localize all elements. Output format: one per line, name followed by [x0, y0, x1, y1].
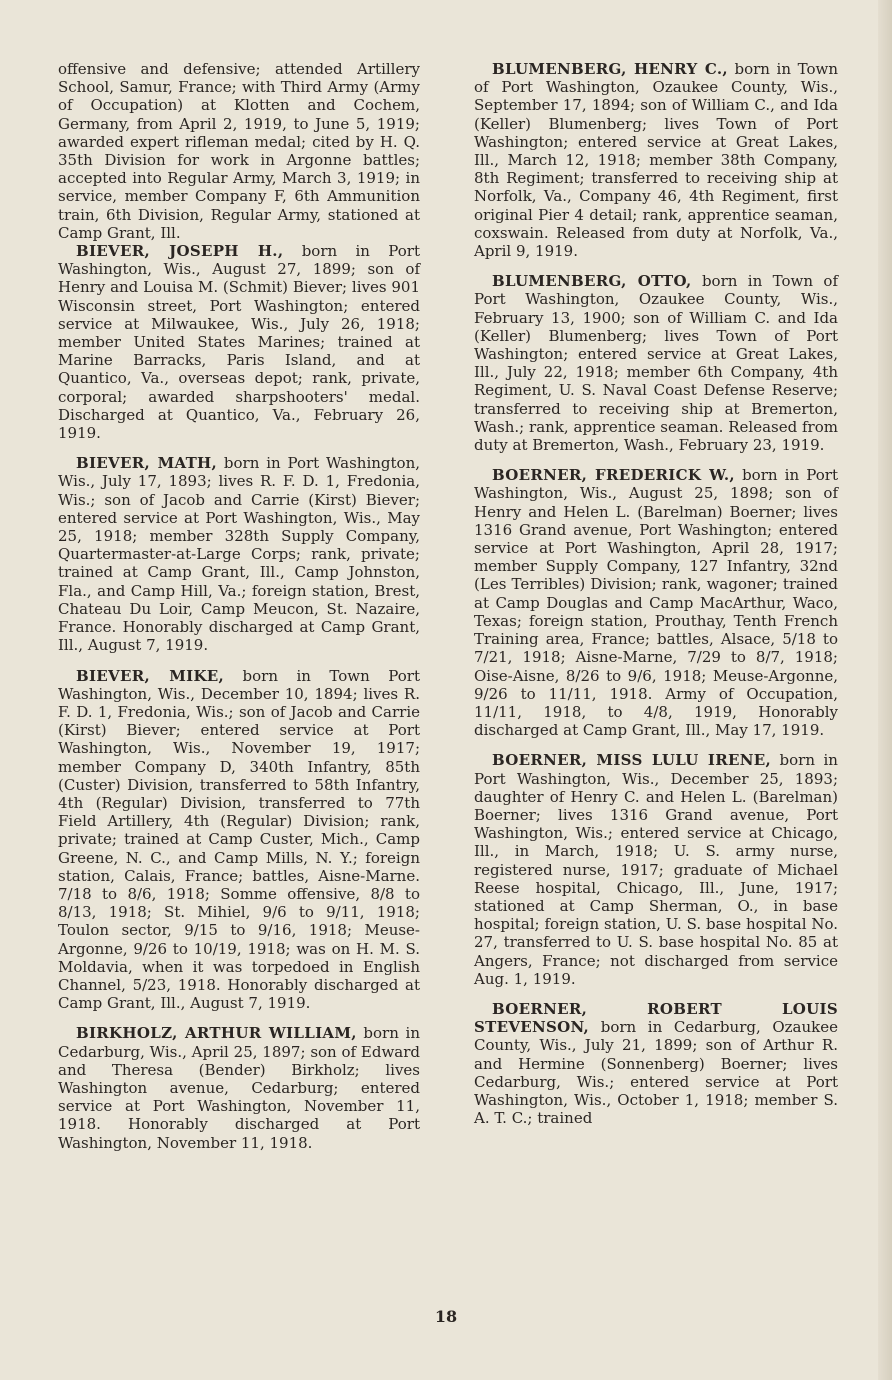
entry-text: born in Town Port Washington, Wis., December 10, 1894; lives R. F. D. 1, Fredonia, Wis.; son of Jacob and Carrie (Kirst) Biever; entered service at Port Washington, Wis., November 19, 1917; member Company D, 340th Infantry, 85th (Custer) Division, transferred to 58th Infantry, 4th (Regular) Division, transferred to 77th Field Artillery, 4th (Regular) Division; rank, private; trained at Camp Custer, Mich., Camp Greene, N. C., and Camp Mills, N. Y.; foreign station, Calais, France; battles, Aisne-Marne. 7/18 to 8/6, 1918; Somme offensive, 8/8 to 8/13, 1918; St. Mihiel, 9/6 to 9/11, 1918; Toulon sector, 9/15 to 9/16, 1918; Meuse-Argonne, 9/26 to 10/19, 1918; was on H. M. S. Moldavia, when it was torpedoed in English Channel, 5/23, 1918. Honorably discharged at Camp Grant, Ill., August 7, 1919.	[58, 666, 420, 1013]
biographical-entry	[58, 667, 420, 1013]
entry-text: born in Town of Port Washington, Ozaukee County, Wis., September 17, 1894; son of William C., and Ida (Keller) Blumenberg; lives Town of Port Washington; entered service at Great Lakes, Ill., March 12, 1918; member 38th Company, 8th Regiment; transferred to receiving ship at Norfolk, Va., Company 46, 4th Regiment, first original Pier 4 detail; rank, apprentice seaman, coxswain. Released from duty at Norfolk, Va., April 9, 1919.	[474, 60, 838, 261]
right-column	[474, 60, 838, 1127]
entry-text: born in Port Washington, Wis., December 25, 1893; daughter of Henry C. and Helen L. (Barelman) Boerner; lives 1316 Grand avenue, Port Washington, Wis.; entered service at Chicago, Ill., in March, 1918; U. S. army nurse, registered nurse, 1917; graduate of Michael Reese hospital, Chicago, Ill., June, 1917; stationed at Camp Sherman, O., in base hospital; foreign station, U. S. base hospital No. 27, transferred to U. S. base hospital No. 85 at Angers, France; not discharged from service Aug. 1, 1919.	[474, 751, 838, 988]
entry-text: born in Cedarburg, Ozaukee County, Wis., July 21, 1899; son of Arthur R. and Hermine (Sonnenberg) Boerner; lives Cedarburg, Wis.; entered service at Port Washington, Wis., October 1, 1918; member S. A. T. C.; trained	[474, 1018, 838, 1128]
entry-name: BIEVER, JOSEPH H.,	[76, 242, 284, 261]
biographical-entry	[474, 272, 838, 454]
entry-name: BIEVER, MATH,	[76, 454, 218, 473]
biographical-entry	[474, 60, 838, 260]
biographical-entry	[58, 454, 420, 654]
entry-text: born in Cedarburg, Wis., April 25, 1897; son of Edward and Theresa (Bender) Birkholz; lives Washington avenue, Cedarburg; entered service at Port Washington, November 11, 1918. Honorably discharged at Port Washington, November 11, 1918.	[58, 1024, 420, 1152]
entry-name: BOERNER, FREDERICK W.,	[492, 466, 735, 485]
biographical-entry	[58, 1024, 420, 1151]
entry-text: born in Port Washington, Wis., August 27, 1899; son of Henry and Louisa M. (Schmit) Biever; lives 901 Wisconsin street, Port Washington; entered service at Milwaukee, Wis., July 26, 1918; member United States Marines; trained at Marine Barracks, Paris Island, and at Quantico, Va., overseas depot; rank, private, corporal; awarded sharpshooters' medal. Discharged at Quantico, Va., February 26, 1919.	[58, 242, 420, 443]
entry-name: BLUMENBERG, OTTO,	[492, 272, 692, 291]
entry-text: born in Town of Port Washington, Ozaukee County, Wis., February 13, 1900; son of William C. and Ida (Keller) Blumenberg; lives Town of Port Washington; entered service at Great Lakes, Ill., July 22, 1918; member 6th Company, 4th Regiment, U. S. Naval Coast Defense Reserve; transferred to receiving ship at Bremerton, Wash.; rank, apprentice seaman. Released from duty at Bremerton, Wash., February 23, 1919.	[474, 272, 838, 455]
entry-text: born in Port Washington, Wis., August 25, 1898; son of Henry and Helen L. (Barelman) Boerner; lives 1316 Grand avenue, Port Washington; entered service at Port Washington, April 28, 1917; member Supply Company, 127 Infantry, 32nd (Les Terribles) Division; rank, wagoner; trained at Camp Douglas and Camp MacArthur, Waco, Texas; foreign station, Prouthay, Tenth French Training area, France; battles, Alsace, 5/18 to 7/21, 1918; Aisne-Marne, 7/29 to 8/7, 1918; Oise-Aisne, 8/26 to 9/6, 1918; Meuse-Argonne, 9/26 to 11/11, 1918. Army of Occupation, 11/11, 1918, to 4/8, 1919, Honorably discharged at Camp Grant, Ill., May 17, 1919.	[474, 466, 838, 740]
page-edge-shadow	[878, 0, 892, 1380]
entry-name: BIRKHOLZ, ARTHUR WILLIAM,	[76, 1024, 357, 1043]
entry-name: BOERNER, ROBERT LOUIS STEVENSON,	[474, 999, 838, 1037]
continued-entry-text: offensive and defensive; attended Artillery School, Samur, France; with Third Army (Army of Occupation) at Klotten and Cochem, Germany, from April 2, 1919, to June 5, 1919; awarded expert rifleman medal; cited by H. Q. 35th Division for work in Argonne battles; accepted into Regular Army, March 3, 1919; in service, member Company F, 6th Ammunition train, 6th Division, Regular Army, stationed at Camp Grant, Ill.	[58, 60, 420, 242]
entry-text: born in Port Washington, Wis., July 17, 1893; lives R. F. D. 1, Fredonia, Wis.; son of Jacob and Carrie (Kirst) Biever; entered service at Port Washington, Wis., May 25, 1918; member 328th Supply Company, Quartermaster-at-Large Corps; rank, private; trained at Camp Grant, Ill., Camp Johnston, Fla., and Camp Hill, Va.; foreign station, Brest, Chateau Du Loir, Camp Meucon, St. Nazaire, France. Honorably discharged at Camp Grant, Ill., August 7, 1919.	[58, 454, 420, 655]
biographical-entry	[474, 466, 838, 739]
entry-name: BLUMENBERG, HENRY C.,	[492, 60, 728, 78]
entry-name: BIEVER, MIKE,	[76, 666, 225, 685]
biographical-entry	[58, 242, 420, 442]
page-number: 18	[434, 1307, 458, 1326]
left-column	[58, 60, 420, 1152]
entry-name: BOERNER, MISS LULU IRENE,	[492, 751, 772, 770]
biographical-entry	[474, 751, 838, 988]
biographical-entry	[474, 1000, 838, 1127]
